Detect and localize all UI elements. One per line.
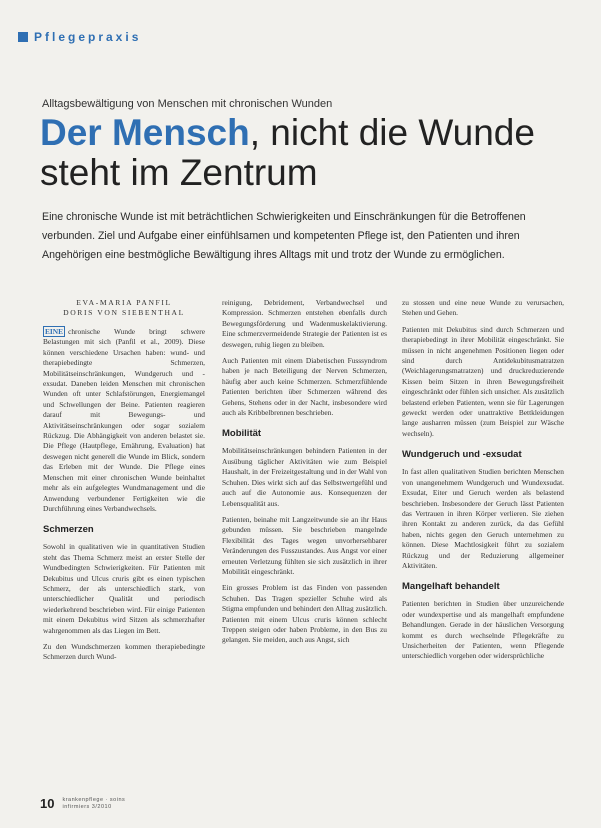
- source-line: [62, 797, 125, 811]
- author-2: DORIS VON SIEBENTHAL: [63, 308, 185, 317]
- column-2: [222, 298, 387, 652]
- paragraph: In fast allen qualitativen Studien berichten Menschen von unangenehmem Wundgeruch und Wundexsudat. Exsudat, Eiter und Geruch werden als belastend beschrieben. Insbesondere der Geruch lässt Patienten das Vertrauen in ihren Körper verlieren. Sie ziehen ihren Kontakt zu anderen zurück, da das Gefühl haben, nichts gegen den Geruch unternehmen zu können. Diese Machtlosigkeit führt zu sozialem Rückzug und der Reduzierung allgemeiner Aktivitäten.: [402, 467, 564, 570]
- paragraph: Patienten, beinahe mit Langzeitwunde sie an ihr Haus gebunden müssen. Sie beschrieben mangelnde Flexibilität des Tages wegen unvorhersehbarer Veränderungen des Fusszustandes. Aus Angst vor einer erneuten Verletzung fühlten sie sich zusätzlich in ihrer Mobilität eingeschränkt.: [222, 514, 387, 576]
- article-lead: Eine chronische Wunde ist mit beträchtlichen Schwierigkeiten und Einschränkungen für die Betroffenen verbunden. Ziel und Aufgabe einer einfühlsamen und kompetenten Pflege ist, den Patienten und ihren Angehörigen eine bestmögliche Bewältigung ihres Alltags mit und trotz der Wunde zu ermöglichen.: [42, 211, 526, 261]
- title-rest-1: , nicht die Wunde: [249, 112, 535, 153]
- paragraph: Sowohl in qualitativen wie in quantitativen Studien steht das Thema Schmerz meist an erster Stelle der Wundbedingten Schwierigkeiten. Für Patienten mit Dekubitus und Ulcus cruris gibt es einen typischen Schmerz, der als unterschiedlich stark, von unterschiedlicher Qualität und periodisch wiederkehrend beschrieben wird. Für einige Patienten mit einem Dekubitus wird Sitzen als schmerzhafter wahrgenommen als das Liegen im Bett.: [43, 542, 205, 635]
- author-1: EVA-MARIA PANFIL: [76, 298, 172, 307]
- source-line-1: krankenpflege · soins: [62, 796, 126, 803]
- column-3: [402, 298, 564, 668]
- paragraph: reinigung, Debridement, Verbandwechsel und Kompression. Schmerzen entstehen ebenfalls durch Bewegungsförderung und Wadenmuskelaktivierung. Eine schmerzvermeidende Strategie der Patienten ist es deswegen, ruhig liegen zu bleiben.: [222, 298, 387, 349]
- paragraph: Patienten mit Dekubitus sind durch Schmerzen und therapiebedingt in ihrer Mobilität eingeschränkt. Sie müssen in nicht angenehmen Positionen liegen oder sind durch Antidekubitusmatratzen (Weichlagerungsmatratzen) und druckreduzierende Kissen beim Sitzen in ihren Bewegungsfreiheit eingeschränkt oder fühlen sich unsicher. Als zusätzlich belastend erleben Patienten, wenn sie für Lagerungen geweckt werden oder unattraktive Bettkleidungen lange ausharren müssen (zum Beispiel zur Wäsche wechseln).: [402, 324, 564, 438]
- title-rest-2: steht im Zentrum: [40, 152, 318, 193]
- paragraph: zu stossen und eine neue Wunde zu verursachen, Stehen und Gehen.: [402, 298, 564, 318]
- subheading-mobilitaet: Mobilität: [222, 428, 262, 440]
- column-1: [43, 298, 205, 669]
- subheading-schmerzen: Schmerzen: [43, 524, 94, 536]
- section-label: Pflegepraxis: [34, 30, 142, 44]
- paragraph: Auch Patienten mit einem Diabetischen Fusssyndrom haben je nach Beteiligung der Nerven Schmerzen, häufig aber auch keine Schmerzen. Schmerzfühlende Patienten berichten über Schmerzen während des Gehens, Stehens oder in der Nacht, insbesondere wird auch als Kribbelbrennen beschrieben.: [222, 356, 387, 418]
- drop-word: EINE: [45, 327, 64, 336]
- paragraph: Mobilitätseinschränkungen behindern Patienten in der Ausübung täglicher Aktivitäten wie zum Beispiel Haushalt, in der Freizeitgestaltung und in der Wahl von Schuhen. Dies wirkt sich auf das Selbstwertgefühl und auch auf die Autonomie aus. Konsequenzen der Lebensqualität aus.: [222, 446, 387, 508]
- paragraph: Ein grosses Problem ist das Finden von passenden Schuhen. Das Tragen spezieller Schuhe wird als Stigma empfunden und behindert den Alltag zusätzlich. Patienten mit einem Ulcus cruris können schlecht Treppen steigen oder haben Probleme, in den Bus zu gelangen. Sie meiden, auch aus Angst, sich: [222, 583, 387, 645]
- subheading-wundgeruch: Wundgeruch und -exsudat: [402, 449, 522, 461]
- page-footer: [40, 796, 125, 811]
- subheading-mangelhaft: Mangelhaft behandelt: [402, 581, 500, 593]
- paragraph: Zu den Wundschmerzen kommen therapiebedingte Schmerzen durch Wund-: [43, 641, 205, 662]
- author-byline: [43, 298, 205, 318]
- paragraph-text: chronische Wunde bringt schwere Belastungen mit sich (Panfil et al., 2009). Diese können verschiedene Ursachen haben: wund- und therapiebedingte Schmerzen, Mobilitätseinschränkungen, Wundgeruch und -exsudat. Daneben leiden Menschen mit chronischen Wunden oft unter Schlafstörungen, Energiemangel und Schwellungen der Beine. Patienten reagieren darauf mit Bewegungs- und Aktivitätseinschränkungen oder sogar sozialem Rückzug. Die Abhängigkeit von anderen belastet sie. Die Pflege (Hautpflege, Ernährung, Evaluation) hat deswegen nicht generell die Wunde im Blick, sondern das Erleben mit der Wunde. Die Pflege eines Menschen mit einer chronischen Wunde beinhaltet mehr als ein aufgelegtes Wundmanagement und die Anwendung verbundener Fertigkeiten wie die Durchführung eines Verbandwechsels.: [43, 327, 205, 513]
- title-highlight: Der Mensch: [40, 112, 250, 153]
- section-square-icon: [18, 32, 28, 42]
- article-kicker: Alltagsbewältigung von Menschen mit chronischen Wunden: [42, 98, 333, 110]
- source-line-2: infirmiers 3/2010: [62, 803, 112, 810]
- article-title: [40, 113, 600, 193]
- section-header: [18, 30, 141, 44]
- page-number: 10: [40, 796, 55, 811]
- paragraph: Patienten berichten in Studien über unzureichende oder wundexpertise und als mangelhaft empfundene Behandlungen. Gerade in der häuslichen Versorgung kommt es durch wechselnde Pflegekräfte zu Unsicherheiten der Patienten, wenn Pflegende unterschiedlich vorgehen oder widersprüchliche: [402, 599, 564, 661]
- paragraph: [43, 326, 205, 514]
